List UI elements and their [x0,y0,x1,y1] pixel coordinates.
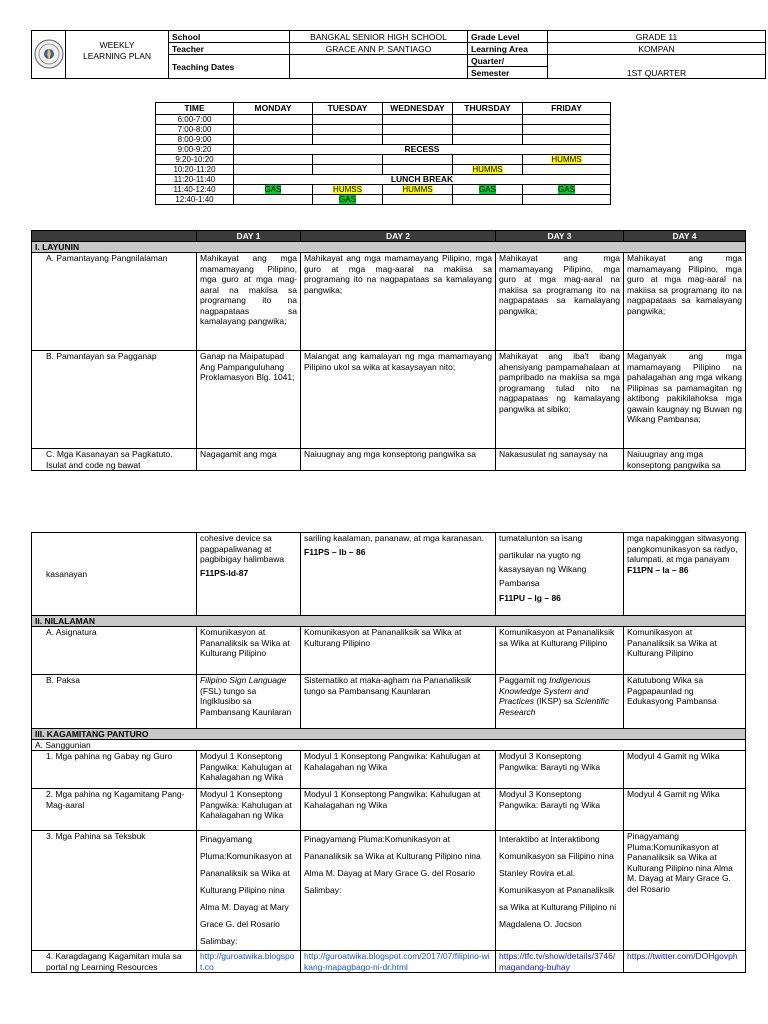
cell-b-day2: Maiangat ang kamalayan ng mga mamamayang Pilipino ukol sa wika at kasaysayan nito; [301,351,496,449]
cell-b-day1: Ganap na Maipatupad Ang Pampanguluhang Proklamasyon Blg. 1041; [197,351,301,449]
class-gas-thursday: GAS [479,185,496,194]
cell-gabay-day4: Modyul 4 Gamit ng Wika [624,751,746,789]
cell-resource-day1 [197,951,301,973]
c-day3-text-2: partikular na yugto ng kasaysayan ng Wikang Pambansa [499,549,587,588]
cell-c-day4-cont [624,533,746,616]
seal-icon [34,39,64,69]
cell-b-day4: Maganyak ang mga mamamayang Pilipino na pahalagahan ang mga wikang Pilipinas sa pamamagitan ng aktibong pakikilahoksa mga gawain kaugnay ng Buwan ng Wikang Pambansa; [624,351,746,449]
schedule-row [156,145,611,155]
day4-header: DAY 4 [624,231,746,242]
cell-c-day2: Naiuugnay ang mga konseptong pangwika sa [301,449,496,471]
time-cell: 6:00-7:00 [156,115,234,125]
time-cell: 7:00-8:00 [156,125,234,135]
schedule-row [156,125,611,135]
quarter-label-line2: Semester [468,67,548,79]
col-header-time: TIME [156,103,234,115]
class-gas-tuesday: GAS [339,195,356,204]
schedule-row [156,185,611,195]
class-schedule-table [155,102,611,205]
cell-paksa-day4: Katutubong Wika sa Pagpapaunlad ng Edukasyong Pambansa [624,675,746,729]
class-gas-friday: GAS [558,185,575,194]
cell-gabay-day3: Modyul 3 Konseptong Pangwika: Barayti ng Wika [496,751,624,789]
cell-a-day4: Mahikayat ang mga mamamayang Pilipino, mga guro at mga mag-aaral na makiisa sa programang ito na nagpapataas sa kamalayang pangwika; [624,253,746,351]
sanggunian-label: A. Sanggunian [32,740,746,751]
schedule-row [156,175,611,185]
time-cell: 9:00-9:20 [156,145,234,155]
cell-asignatura-day3: Komunikasyon at Pananaliksik sa Wika at Kulturang Pilipino [496,627,624,675]
time-cell: 9:20-10:20 [156,155,234,165]
learning-area-value: KOMPAN [548,43,766,55]
cell-teksbuk-day2: Pinagyamang Pluma:Komunikasyon at Pananaliksik sa Wika at Kulturang Pilipino nina Alma M. Dayag at Mary Grace G. del Rosario Salimbay: [301,831,496,951]
resource-link-day4[interactable]: https://twitter.com/DOHgovph [627,951,738,961]
quarter-label-line1: Quarter/ [468,55,548,67]
class-humms-friday: HUMMS [551,155,582,164]
col-header-friday: FRIDAY [523,103,611,115]
cell-asignatura-day2: Komunikasyon at Pananaliksik sa Wika at Kulturang Pilipino [301,627,496,675]
row-label-pamantayan-sa-pagganap: B. Pamantayan sa Pagganap [32,351,197,449]
resource-link-day3[interactable]: https://tfc.tv/show/details/3746/magandang-buhay [499,951,616,972]
class-gas-monday: GAS [264,185,282,194]
cell-gabay-day2: Modyul 1 Konseptong Pangwika: Kahulugan at Kahalagahan ng Wika [301,751,496,789]
cell-resource-day4 [624,951,746,973]
section-kagamitang-panturo: III. KAGAMITANG PANTURO [32,729,746,740]
cell-teksbuk-day4: Pinagyamang Pluma:Komunikasyon at Pananaliksik sa Wika at Kulturang Pilipino nina Alma M. Dayag at Mary Grace G. del Rosario [624,831,746,951]
row-label-paksa: B. Paksa [32,675,197,729]
paksa-day3-text-b: (IKSP) sa [533,696,576,706]
row-label-pamantayang-pangnilalaman: A. Pamantayang Pangnilalaman [32,253,197,351]
schedule-row [156,195,611,205]
lesson-plan-table-continued [31,532,746,973]
cell-paksa-day3 [496,675,624,729]
day3-header: DAY 3 [496,231,624,242]
cell-paksa-day2: Sistematiko at maka-agham na Pananaliksik tungo sa Pambansang Kaunlaran [301,675,496,729]
c-day4-text: mga napakinggan sitwasyong pangkomunikasyon sa radyo, talumpati, at mga panayam [627,533,739,564]
cell-c-day3-cont [496,533,624,616]
header-table [31,30,766,79]
c-day2-text: sariling kaalaman, pananaw, at mga karanasan. [304,533,485,543]
cell-c-day1-cont [197,533,301,616]
school-label: School [169,31,290,43]
col-header-tuesday: TUESDAY [313,103,383,115]
cell-resource-day3 [496,951,624,973]
cell-asignatura-day1: Komunikasyon at Pananaliksik sa Wika at Kulturang Pilipino [197,627,301,675]
cell-a-day2: Mahikayat ang mga mamamayang Pilipino, mga guro at mga mag-aaral na makiisa sa programang ito na nagpapataas sa kamalayang pangwika; [301,253,496,351]
plan-title [66,31,169,79]
plan-title-line1: WEEKLY [99,40,135,50]
paksa-day3-text-a: Paggamit ng [499,675,550,685]
school-value: BANGKAL SENIOR HIGH SCHOOL [290,31,468,43]
time-cell: 8:00-9:00 [156,135,234,145]
grade-level-label: Grade Level [468,31,548,43]
cell-kagamitan-day2: Modyul 1 Konseptong Pangwika: Kahulugan at Kahalagahan ng Wika [301,789,496,831]
lunch-break-cell: LUNCH BREAK [234,175,611,185]
time-cell: 11:40-12:40 [156,185,234,195]
c-day1-code: F11PS-Id-87 [200,567,249,578]
cell-a-day1: Mahikayat ang mga mamamayang Pilipino, mga guro at mga mag-aaral na makiisa sa programang ito na nagpapataas sa kamalayang pangwika; [197,253,301,351]
row-label-kagamitang-pang-mag-aaral: 2. Mga pahina ng Kagamitang Pang-Mag-aaral [32,789,197,831]
schedule-row [156,165,611,175]
teacher-label: Teacher [169,43,290,55]
col-header-thursday: THURSDAY [453,103,523,115]
day1-header: DAY 1 [197,231,301,242]
paksa-day3-italic-b: Scientific Research [499,696,610,717]
time-cell: 12:40-1:40 [156,195,234,205]
c-day3-text-1: tumatalunton sa isang [499,533,583,543]
row-label-teksbuk: 3. Mga Pahina sa Teksbuk [32,831,197,951]
grade-level-value: GRADE 11 [548,31,766,43]
time-cell: 11:20-11:40 [156,175,234,185]
deped-seal-logo [32,31,66,79]
cell-teksbuk-day1: Pinagyamang Pluma:Komunikasyon at Pananaliksik sa Wika at Kulturang Pilipino nina Alma M. Dayag at Mary Grace G. del Rosario Salimbay: [197,831,301,951]
lesson-plan-table [31,230,746,471]
cell-c-day4: Naiuugnay ang mga konseptong pangwika sa [624,449,746,471]
row-label-kasanayan: C. Mga Kasanayan sa Pagkatuto. Isulat and code ng bawat [32,449,197,471]
section-nilalaman: II. NILALAMAN [32,616,746,627]
resource-link-day2[interactable]: http://guroatwika.blogspot.com/2017/07/filipino-wikang-mapagbago-ni-dr.html [304,951,490,972]
class-humms-thursday: HUMMS [472,165,503,174]
col-header-monday: MONDAY [234,103,313,115]
schedule-row [156,135,611,145]
cell-b-day3: Mahikayat ang iba't ibang ahensiyang pampamahalaan at pampribado na makiisa sa mga programang tulad nito na nagpapataas ng kamalayang pangwika at sibiko; [496,351,624,449]
paksa-day1-text: (FSL) tungo sa Inglklusibo sa Pambansang Kaunlaran [200,685,292,717]
cell-c-day3: Nakasusulat ng sanaysay na [496,449,624,471]
schedule-row [156,115,611,125]
col-header-wednesday: WEDNESDAY [383,103,453,115]
cell-a-day3: Mahikayat ang mga mamamayang Pilipino, mga guro at mga mag-aaral na makiisa sa programang ito na nagpapataas sa kamalayang pangwika; [496,253,624,351]
teaching-dates-value [290,55,468,79]
learning-area-label: Learning Area [468,43,548,55]
c-day3-code: F11PU – Ig – 86 [499,592,561,603]
cell-c-day2-cont [301,533,496,616]
quarter-value: 1ST QUARTER [548,55,766,79]
cell-kagamitan-day4: Modyul 4 Gamit ng Wika [624,789,746,831]
class-humms-wednesday: HUMMS [402,185,433,194]
row-label-karagdagang-kagamitan: 4. Karagdagang Kagamitan mula sa portal ng Learning Resources [32,951,197,973]
cell-gabay-day1: Modyul 1 Konseptong Pangwika: Kahulugan at Kahalagahan ng Wika [197,751,301,789]
c-day2-code: F11PS – Ib – 86 [304,546,366,557]
recess-cell: RECESS [234,145,611,155]
c-day1-text: cohesive device sa pagpapaliwanag at pagbibigay halimbawa [200,533,285,564]
c-day4-code: F11PN – Ia – 86 [627,564,689,575]
row-label-gabay-ng-guro: 1. Mga pahina ng Gabay ng Guro [32,751,197,789]
plan-title-line2: LEARNING PLAN [82,51,152,61]
row-label-asignatura: A. Asignatura [32,627,197,675]
cell-asignatura-day4: Komunikasyon at Pananaliksik sa Wika at Kulturang Pilipino [624,627,746,675]
resource-link-day1[interactable]: http://guroatwika.blogspot.co [200,951,295,972]
cell-kagamitan-day3: Modyul 3 Konseptong Pangwika: Barayti ng Wika [496,789,624,831]
cell-kagamitan-day1: Modyul 1 Konseptong Pangwika: Kahulugan at Kahalagahan ng Wika [197,789,301,831]
teaching-dates-label: Teaching Dates [169,55,290,79]
teacher-value: GRACE ANN P. SANTIAGO [290,43,468,55]
cell-c-day1: Nagagamit ang mga [197,449,301,471]
schedule-row [156,155,611,165]
paksa-day3-italic-a: Indigenous Knowledge System and Practices [499,675,591,706]
cell-paksa-day1 [197,675,301,729]
row-label-kasanayan-cont: kasanayan [32,533,197,616]
cell-teksbuk-day3: Interaktibo at Interaktibong Komunikasyon sa Filipino nina Stanley Rovira et.al. Komunikasyon at Pananaliksik sa Wika at Kulturang Pilipino ni Magdalena O. Jocson [496,831,624,951]
class-humss-tuesday: HUMSS [333,185,362,194]
section-layunin: I. LAYUNIN [32,242,746,253]
cell-resource-day2 [301,951,496,973]
paksa-day1-italic: Filipino Sign Language [200,675,287,685]
time-cell: 10:20-11:20 [156,165,234,175]
day2-header: DAY 2 [301,231,496,242]
